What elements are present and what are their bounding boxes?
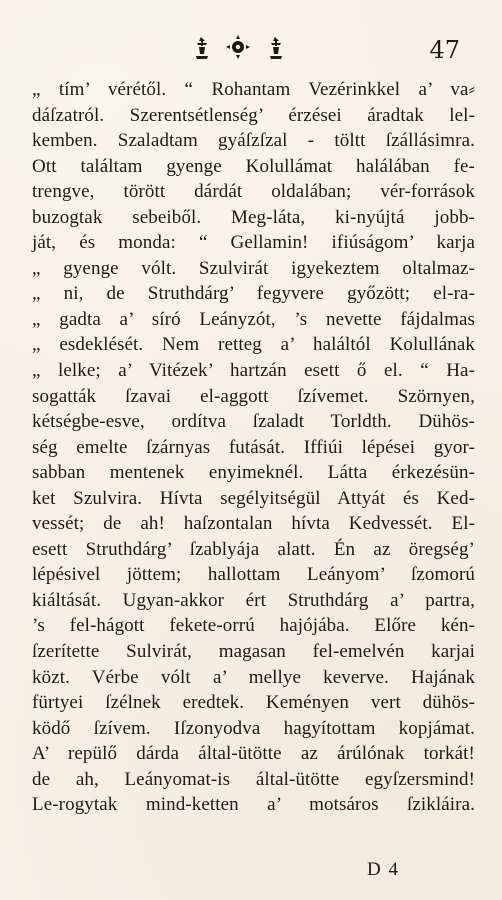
text-line: ket Szulvira. Hívta segélyitségül Attyát és Ked- [32,487,475,509]
text-line: ſzerítette Sulvirát, magasan fel-emelvén karjai [32,641,475,663]
text-line: „ lelke; a’ Vitézek’ hartzán esett ő el. “ Ha- [32,360,475,382]
text-line: sabban mentenek enyimeknél. Látta érkezésün- [32,462,475,484]
text-line: buzogtak sebeiből. Meg-láta, ki-nyújtá jobb- [32,206,475,228]
page-header [0,31,502,65]
text-line: Le-rogytak mind-ketten a’ motsáros ſzikláira. [32,794,475,816]
text-line: lépésivel jöttem; hallottam Leányom’ ſzomorú [32,564,475,586]
text-line: kemben. Szaladtam gyáſzſzal - töltt ſzállásimra. [32,130,475,152]
text-line: „ gadta a’ síró Leányzót, ’s nevette fájdalmas [32,308,475,330]
text-line: ködő ſzívem. Iſzonyodva hagyítottam kopjámat. [32,717,475,739]
text-line: „ tím’ vérétől. “ Rohantam Vezérinkkel a’ va⸗ [32,79,475,100]
text-line: fürtyei ſzélnek eredtek. Keményen vert dühös- [32,692,475,714]
text-line: de ah, Leányomat-is által-ütötte egyſzersmind! [32,768,475,790]
text-line: A’ repülő dárda által-ütötte az árúlónak torkát! [32,743,475,765]
text-line: „ esdeklését. Nem retteg a’ haláltól Kolullának [32,334,475,356]
body-text [32,77,475,818]
text-line: ’s fel-hágott fekete-orrú hajójába. Előre kén- [32,615,475,637]
signature-mark: D 4 [367,859,400,880]
text-line: trengve, törött dárdát oldalában; vér-források [32,181,475,203]
text-line: kiáltását. Ugyan-akkor ért Struthdárg a’ partra, [32,589,475,611]
text-line: Ott találtam gyenge Kolullámat halálában fe- [32,155,475,177]
text-line: ség emelte ſzárnyas futását. Iffiúi lépései gyor- [32,436,475,458]
text-line: ját, és monda: “ Gellamin! ifiúságom’ karja [32,232,475,254]
text-line: dáſzatról. Szerentsétlenség’ érzései áradtak lel- [32,104,475,126]
text-line: „ ni, de Struthdárg’ fegyvere győzött; el-ra- [32,283,475,305]
text-line: közt. Vérbe vólt a’ mellye keverve. Hajának [32,666,475,688]
text-line: kétségbe-esve, ordítva ſzaladt Torldth. Dühös- [32,411,475,433]
text-line: „ gyenge vólt. Szulvirát igyekeztem oltalmaz- [32,257,475,279]
text-line: esett Struthdárg’ ſzablyája alatt. Én az öregség’ [32,538,475,560]
decorative-ornament-icon [193,33,283,61]
page-number: 47 [429,36,460,64]
text-line: vessét; de ah! haſzontalan hívta Kedvessét. El- [32,513,475,535]
text-line: sogatták ſzavai el-aggott ſzívemet. Szörnyen, [32,385,475,407]
